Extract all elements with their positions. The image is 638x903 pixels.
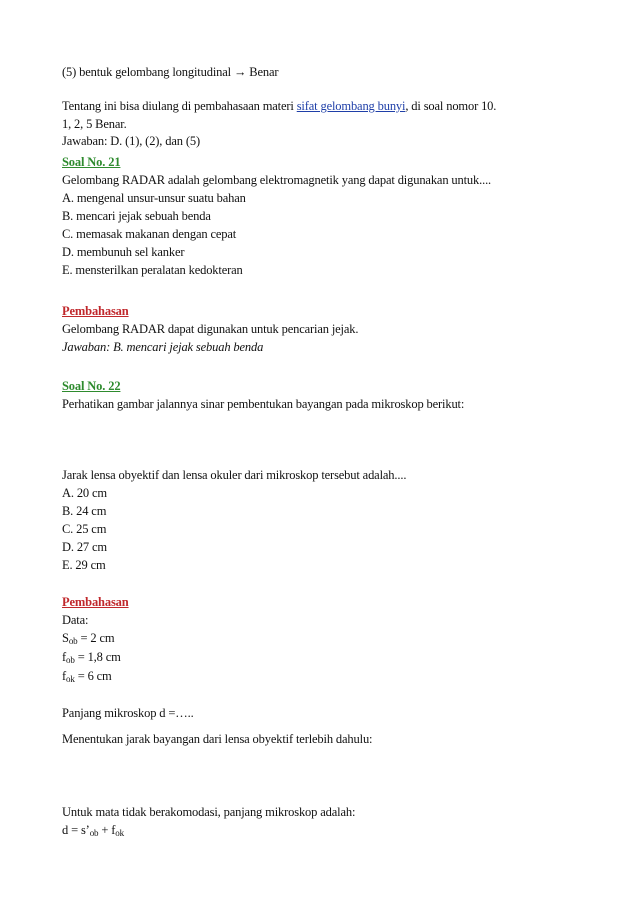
text-span: Tentang ini bisa diulang di pembahasaan materi <box>62 99 297 113</box>
text-line: (5) bentuk gelombang longitudinal → Benar <box>62 65 279 79</box>
pembahasan-heading: Pembahasan <box>62 304 129 318</box>
option-d: D. 27 cm <box>62 540 107 554</box>
option-b: B. mencari jejak sebuah benda <box>62 209 211 223</box>
value: = 6 cm <box>74 669 112 683</box>
option-c: C. memasak makanan dengan cepat <box>62 227 237 241</box>
subscript: ok <box>115 828 124 838</box>
subscript: ob <box>68 636 78 646</box>
question-text: Perhatikan gambar jalannya sinar pembentukan bayangan pada mikroskop berikut: <box>62 397 465 411</box>
value: = 2 cm <box>77 631 115 645</box>
option-c: C. 25 cm <box>62 522 107 536</box>
formula-line <box>62 822 124 838</box>
option-a: A. mengenal unsur-unsur suatu bahan <box>62 191 246 205</box>
subscript: ob <box>89 828 99 838</box>
text-line: Untuk mata tidak berakomodasi, panjang mikroskop adalah: <box>62 805 356 819</box>
option-b: B. 24 cm <box>62 504 107 518</box>
subscript: ok <box>66 674 75 684</box>
data-sob <box>62 630 114 646</box>
option-a: A. 20 cm <box>62 486 107 500</box>
value: = 1,8 cm <box>74 650 121 664</box>
materi-link[interactable]: sifat gelombang bunyi <box>296 99 406 113</box>
text-line: Panjang mikroskop d =….. <box>62 706 194 720</box>
formula-part: + f <box>98 823 116 837</box>
text-line: Menentukan jarak bayangan dari lensa obyektif terlebih dahulu: <box>62 732 373 746</box>
data-label: Data: <box>62 613 89 627</box>
text-line: 1, 2, 5 Benar. <box>62 117 127 131</box>
text-line <box>62 98 496 114</box>
option-d: D. membunuh sel kanker <box>62 245 185 259</box>
symbol: f <box>62 669 67 683</box>
symbol: S <box>62 631 69 645</box>
pembahasan-heading: Pembahasan <box>62 595 129 609</box>
subscript: ob <box>66 655 75 665</box>
formula-part: d = s’ <box>62 823 90 837</box>
symbol: f <box>62 650 67 664</box>
option-e: E. mensterilkan peralatan kedokteran <box>62 263 243 277</box>
explanation-text: Gelombang RADAR dapat digunakan untuk pencarian jejak. <box>62 322 359 336</box>
option-e: E. 29 cm <box>62 558 106 572</box>
soal-22-heading: Soal No. 22 <box>62 379 121 393</box>
answer-line: Jawaban: B. mencari jejak sebuah benda <box>62 340 264 354</box>
data-fob <box>62 649 121 665</box>
text-span: , di soal nomor 10. <box>405 99 497 113</box>
question-text: Jarak lensa obyektif dan lensa okuler dari mikroskop tersebut adalah.... <box>62 468 407 482</box>
soal-21-heading: Soal No. 21 <box>62 155 121 169</box>
answer-line: Jawaban: D. (1), (2), dan (5) <box>62 134 200 148</box>
question-text: Gelombang RADAR adalah gelombang elektromagnetik yang dapat digunakan untuk.... <box>62 173 492 187</box>
data-fok <box>62 668 112 684</box>
